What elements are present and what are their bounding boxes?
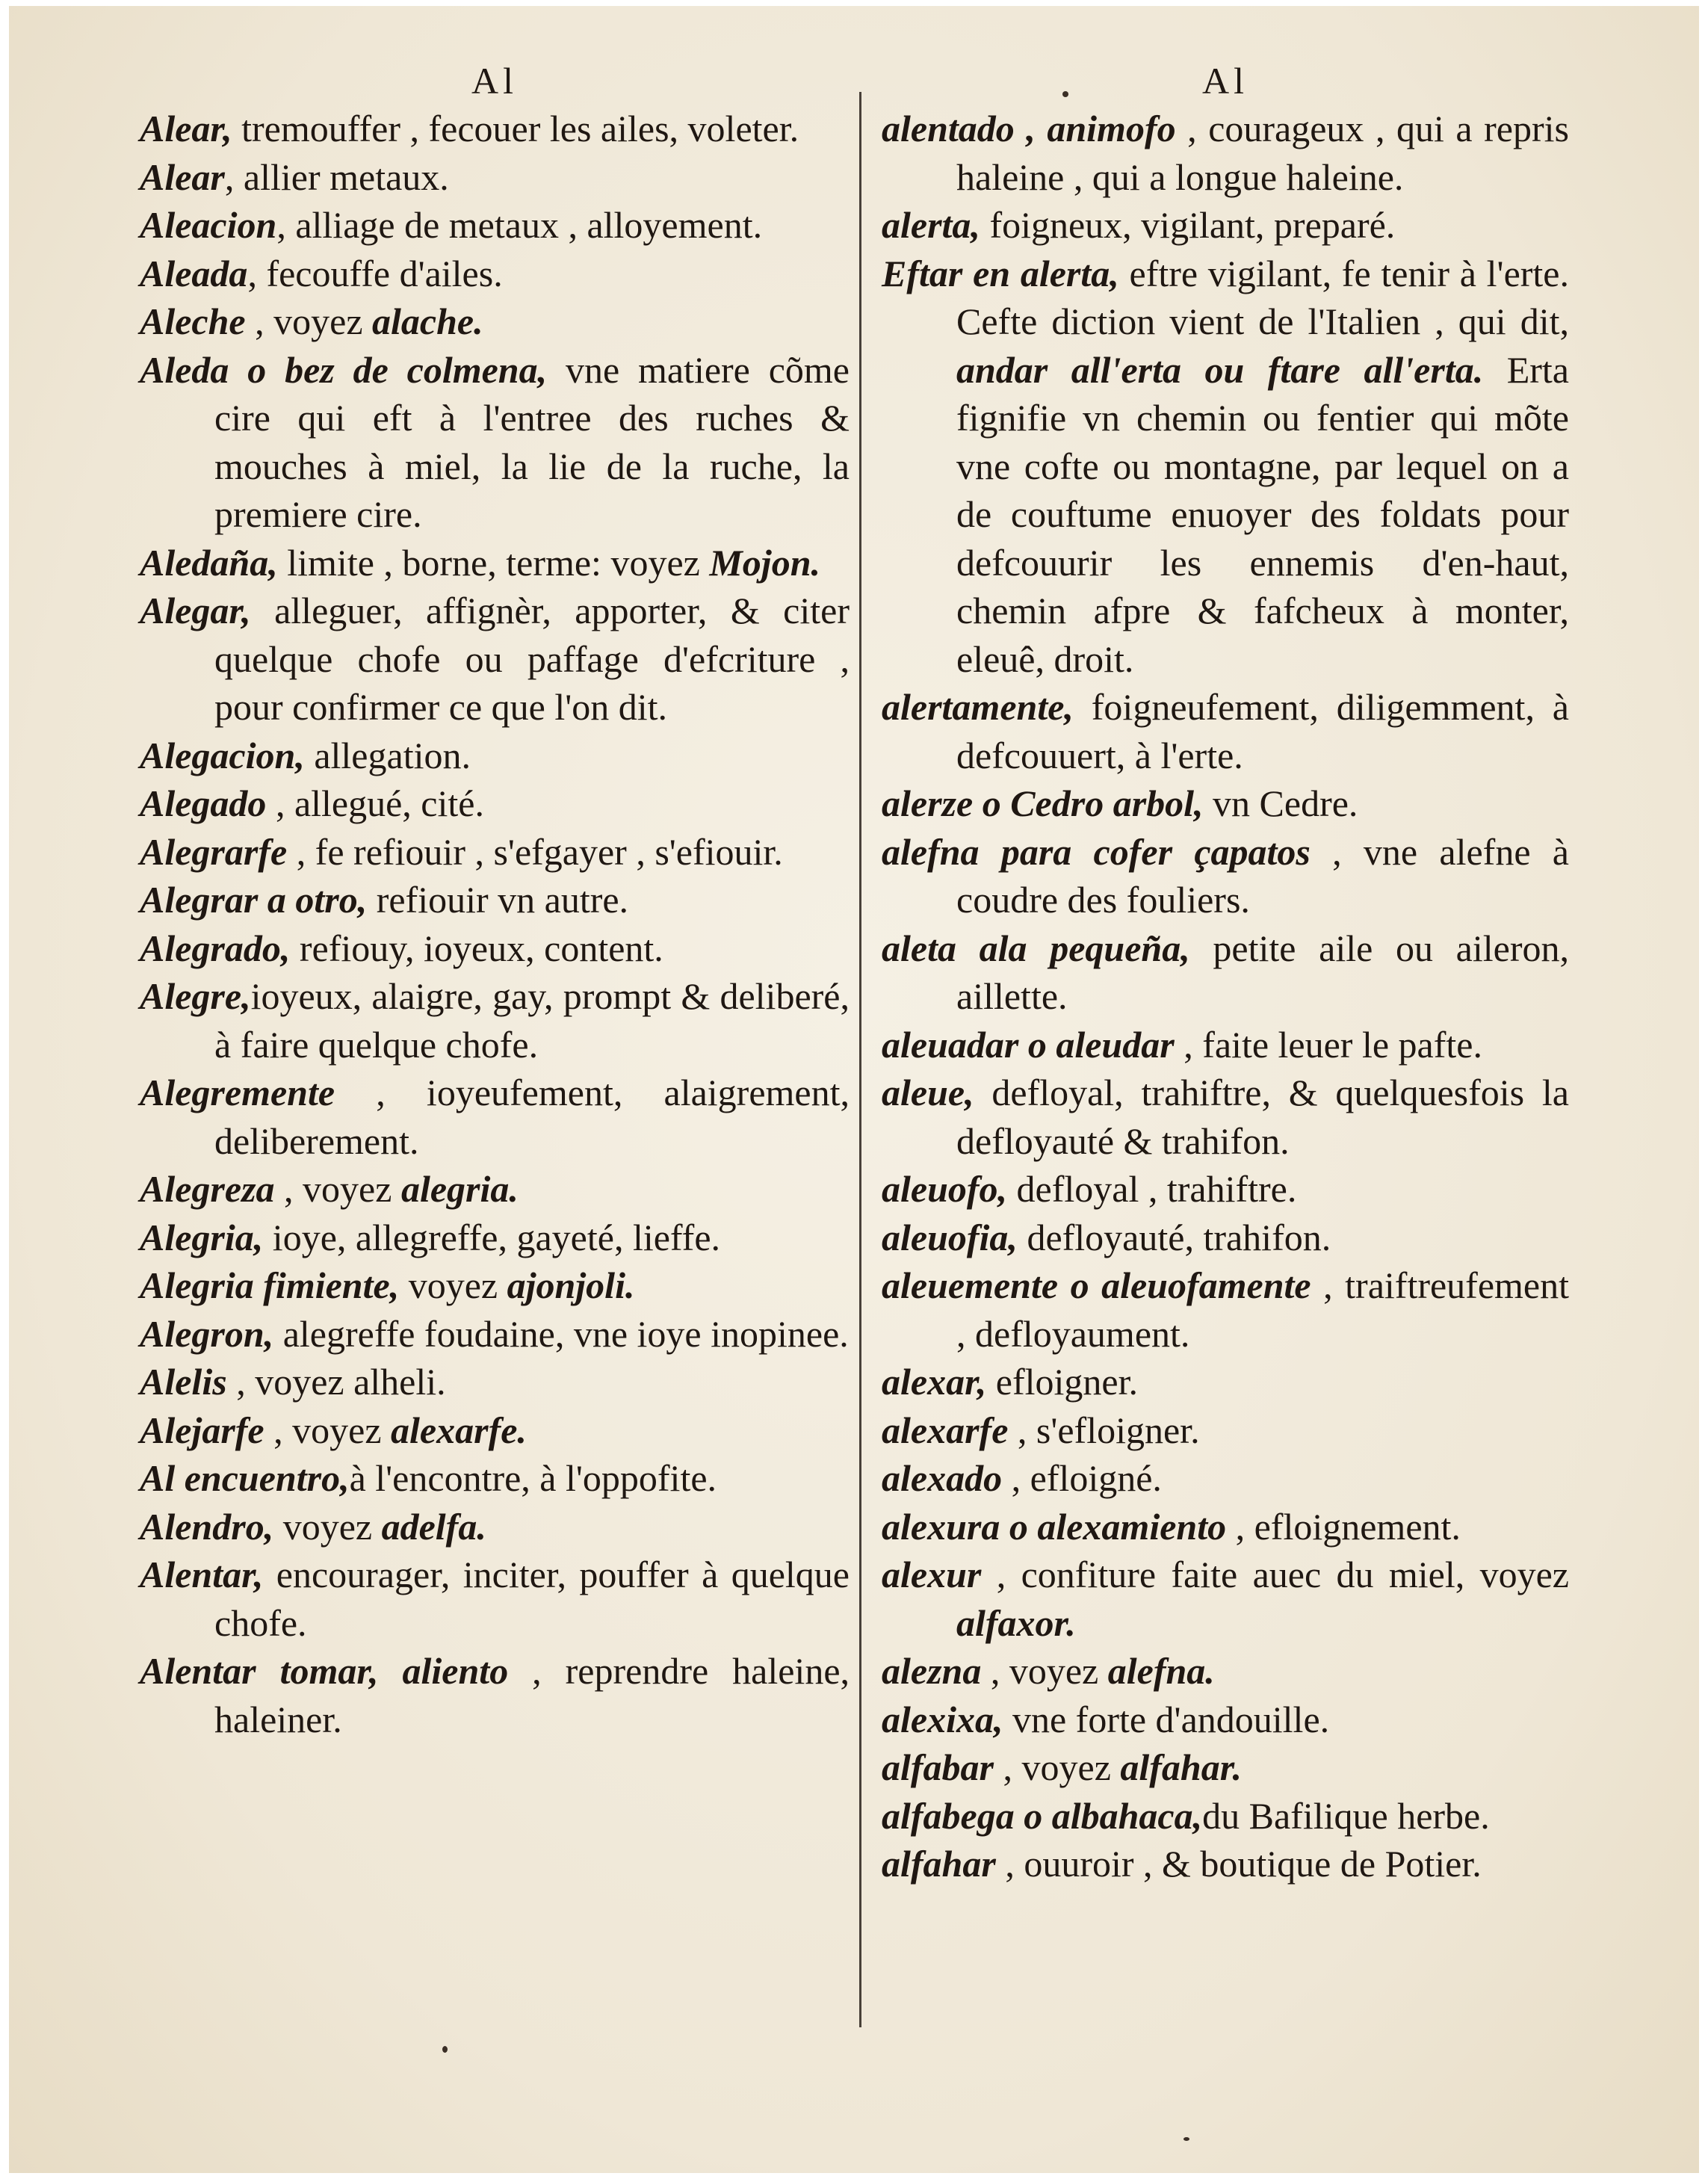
dictionary-entry — [140, 1406, 850, 1455]
headword: Aleada — [140, 252, 248, 294]
dictionary-entry — [140, 201, 850, 250]
definition: defloyal, trahiftre, & quelquesfois la defloyauté & trahifon. — [956, 1072, 1569, 1162]
dictionary-entry — [140, 250, 850, 298]
cross-reference: alfaxor. — [956, 1601, 1076, 1644]
cross-reference: alegria. — [400, 1168, 519, 1210]
dictionary-entry — [882, 1647, 1569, 1696]
dictionary-entry — [882, 1165, 1569, 1214]
definition: voyez — [399, 1264, 507, 1306]
dictionary-entry — [140, 972, 850, 1069]
dictionary-entry — [882, 201, 1569, 250]
definition: allegation. — [304, 734, 471, 776]
definition: , voyez — [245, 300, 373, 342]
dictionary-entry — [140, 1454, 850, 1503]
headword: alexado — [882, 1457, 1003, 1499]
definition: , allegué, cité. — [266, 782, 484, 824]
dictionary-entry — [882, 779, 1569, 828]
definition: , faite leuer le pafte. — [1174, 1023, 1482, 1066]
definition-continued: Erta fignifie vn chemin ou fentier qui mõte vne cofte ou montagne, par lequel on a de couftume enuoyer des foldats pour defcouurir les ennemis d'en-haut, chemin afpre & fafcheux à monter, eleuê, droit. — [956, 348, 1569, 680]
dictionary-entry — [882, 1503, 1569, 1551]
right-column — [882, 58, 1569, 1888]
headword: Aleche — [140, 300, 246, 342]
dictionary-entry — [140, 1310, 850, 1359]
dictionary-entry — [882, 1454, 1569, 1503]
cross-reference: alfahar. — [1120, 1746, 1242, 1788]
definition: encourager, inciter, pouffer à quelque chofe. — [214, 1554, 850, 1644]
dictionary-entry — [140, 732, 850, 780]
definition: foigneux, vigilant, preparé. — [980, 204, 1396, 246]
dictionary-entry — [140, 1165, 850, 1214]
definition: alleguer, affignèr, apporter, & citer quelque chofe ou paffage d'efcriture , pour confirmer ce que l'on dit. — [214, 590, 850, 728]
definition: , fecouffe d'ailes. — [247, 252, 503, 294]
dictionary-entry — [140, 587, 850, 732]
definition: , ouuroir , & boutique de Potier. — [995, 1843, 1482, 1885]
definition: à l'encontre, à l'oppofite. — [349, 1457, 717, 1499]
headword: Alegado — [140, 782, 267, 824]
headword: alexar, — [882, 1361, 987, 1403]
cross-reference: andar all'erta ou ftare all'erta. — [956, 348, 1484, 391]
headword: Alear, — [140, 108, 232, 149]
dictionary-entry — [140, 1647, 850, 1743]
definition: defloyauté, trahifon. — [1017, 1216, 1331, 1258]
definition: , voyez — [981, 1650, 1108, 1692]
definition: , fe refiouir , s'efgayer , s'efiouir. — [287, 830, 783, 873]
cross-reference: alexarfe. — [391, 1409, 527, 1451]
definition: vne matiere cõme cire qui eft à l'entree des ruches & mouches à miel, la lie de la ruche, la premiere cire. — [214, 348, 850, 535]
dictionary-entry — [882, 1792, 1569, 1841]
dictionary-entry — [140, 1358, 850, 1406]
ink-speck — [1183, 2137, 1189, 2141]
definition: alegreffe foudaine, vne ioye inopinee. — [273, 1312, 849, 1355]
definition: petite aile ou aileron, aillette. — [956, 927, 1569, 1017]
headword: alexixa, — [882, 1698, 1003, 1740]
headword: Eftar en alerta, — [882, 252, 1119, 294]
dictionary-entry — [140, 153, 850, 202]
cross-reference: ajonjoli. — [507, 1264, 635, 1306]
headword: alfahar — [882, 1843, 996, 1885]
definition: foigneufement, diligemment, à defcouuert, à l'erte. — [956, 686, 1569, 776]
dictionary-entry — [882, 250, 1569, 684]
dictionary-entry — [882, 1551, 1569, 1647]
definition: eftre vigilant, fe tenir à l'erte. Cefte diction vient de l'Italien , qui dit, — [956, 252, 1569, 342]
dictionary-entry — [140, 1214, 850, 1262]
headword: Alegre, — [140, 975, 251, 1017]
headword: Alegrarfe — [140, 830, 288, 873]
headword: alexura o alexamiento — [882, 1505, 1227, 1548]
dictionary-entry — [140, 1069, 850, 1165]
headword: Aleda o bez de colmena, — [140, 348, 548, 391]
dictionary-entry — [140, 828, 850, 877]
right-entries — [882, 105, 1569, 1888]
dictionary-entry — [882, 1069, 1569, 1165]
headword: Alegrado, — [140, 927, 291, 969]
dictionary-entry — [140, 1261, 850, 1310]
dictionary-entry — [140, 779, 850, 828]
definition: voyez — [273, 1505, 382, 1548]
headword: aleuadar o aleudar — [882, 1023, 1175, 1066]
dictionary-entry — [882, 1840, 1569, 1888]
dictionary-entry — [882, 1021, 1569, 1069]
cross-reference: Mojon. — [709, 541, 821, 584]
definition: , efloigné. — [1002, 1457, 1162, 1499]
ink-speck — [1062, 91, 1068, 97]
headword: aleuofia, — [882, 1216, 1018, 1258]
headword: alerta, — [882, 204, 980, 246]
headword: alezna — [882, 1650, 982, 1692]
dictionary-entry — [140, 1503, 850, 1551]
dictionary-entry — [882, 924, 1569, 1021]
definition: efloigner. — [986, 1361, 1139, 1403]
column-divider — [859, 92, 861, 2027]
ink-speck — [442, 2046, 448, 2053]
headword: aleue, — [882, 1072, 974, 1113]
headword: Alejarfe — [140, 1409, 264, 1451]
dictionary-entry — [882, 828, 1569, 924]
headword: alexur — [882, 1554, 982, 1595]
definition: vne forte d'andouille. — [1003, 1698, 1330, 1740]
dictionary-entry — [882, 1743, 1569, 1792]
running-head-right: Al — [1202, 60, 1248, 102]
headword: alentado , animofo — [882, 108, 1176, 149]
definition: , ioyeufement, alaigrement, deliberement. — [214, 1072, 850, 1162]
headword: alfabega o albahaca, — [882, 1794, 1203, 1837]
definition: , reprendre haleine, haleiner. — [214, 1650, 850, 1740]
headword: Alegreza — [140, 1168, 275, 1210]
headword: alerze o Cedro arbol, — [882, 782, 1204, 824]
cross-reference: alefna. — [1107, 1650, 1215, 1692]
dictionary-entry — [882, 1261, 1569, 1358]
headword: alertamente, — [882, 686, 1074, 728]
headword: alefna para cofer çapatos — [882, 830, 1311, 873]
headword: aleta ala pequeña, — [882, 927, 1190, 969]
dictionary-entry — [882, 1406, 1569, 1455]
definition: , traiftreufement , defloyaument. — [956, 1264, 1569, 1355]
headword: Alegrar a otro, — [140, 879, 368, 921]
dictionary-entry — [882, 1358, 1569, 1406]
headword: Alegria, — [140, 1216, 264, 1258]
dictionary-entry — [140, 924, 850, 973]
headword: Alegacion, — [140, 734, 305, 776]
headword: Alear — [140, 155, 225, 198]
definition: vn Cedre. — [1203, 782, 1358, 824]
definition: limite , borne, terme: voyez — [277, 541, 710, 584]
headword: Aledaña, — [140, 541, 278, 584]
headword: Alegria fimiente, — [140, 1264, 400, 1306]
dictionary-entry — [140, 297, 850, 346]
definition: , voyez alheli. — [226, 1361, 446, 1403]
definition: refiouir vn autre. — [367, 879, 629, 921]
headword: Alentar tomar, aliento — [140, 1650, 509, 1692]
definition: , voyez — [994, 1746, 1121, 1788]
cross-reference: alache. — [372, 300, 483, 342]
left-entries — [140, 105, 850, 1743]
cross-reference: adelfa. — [381, 1505, 486, 1548]
definition: , vne alefne à coudre des fouliers. — [956, 830, 1569, 921]
definition: , allier metaux. — [224, 155, 449, 198]
definition: ioyeux, alaigre, gay, prompt & deliberé, à faire quelque chofe. — [214, 975, 850, 1066]
dictionary-entry — [140, 1551, 850, 1647]
headword: alfabar — [882, 1746, 994, 1788]
headword: Alentar, — [140, 1554, 264, 1595]
dictionary-entry — [140, 346, 850, 539]
definition: , s'efloigner. — [1008, 1409, 1200, 1451]
dictionary-entry — [140, 539, 850, 587]
headword: Alegremente — [140, 1072, 335, 1113]
definition: , confiture faite auec du miel, voyez — [981, 1554, 1569, 1595]
definition: , alliage de metaux , alloyement. — [276, 204, 763, 246]
headword: alexarfe — [882, 1409, 1009, 1451]
headword: Al encuentro, — [140, 1457, 350, 1499]
definition: , voyez — [274, 1168, 401, 1210]
dictionary-entry — [882, 105, 1569, 201]
dictionary-entry — [882, 1696, 1569, 1744]
headword: aleuofo, — [882, 1168, 1008, 1210]
dictionary-entry — [882, 683, 1569, 779]
definition: du Bafilique herbe. — [1202, 1794, 1490, 1837]
headword: Alendro, — [140, 1505, 274, 1548]
headword: Aleacion — [140, 204, 277, 246]
definition: , efloignement. — [1226, 1505, 1461, 1548]
left-column — [140, 58, 850, 1743]
definition: , courageux , qui a repris haleine , qui a longue haleine. — [956, 108, 1569, 198]
headword: Alelis — [140, 1361, 227, 1403]
headword: Alegar, — [140, 590, 251, 631]
running-head-left: Al — [471, 60, 518, 102]
book-page — [9, 6, 1699, 2173]
dictionary-entry — [140, 105, 850, 153]
definition: ioye, allegreffe, gayeté, lieffe. — [263, 1216, 721, 1258]
definition: , voyez — [264, 1409, 392, 1451]
definition: defloyal , trahiftre. — [1007, 1168, 1297, 1210]
headword: Alegron, — [140, 1312, 274, 1355]
headword: aleuemente o aleuofamente — [882, 1264, 1311, 1306]
definition: refiouy, ioyeux, content. — [290, 927, 663, 969]
dictionary-entry — [882, 1214, 1569, 1262]
dictionary-entry — [140, 876, 850, 924]
definition: tremouffer , fecouer les ailes, voleter. — [232, 108, 799, 149]
